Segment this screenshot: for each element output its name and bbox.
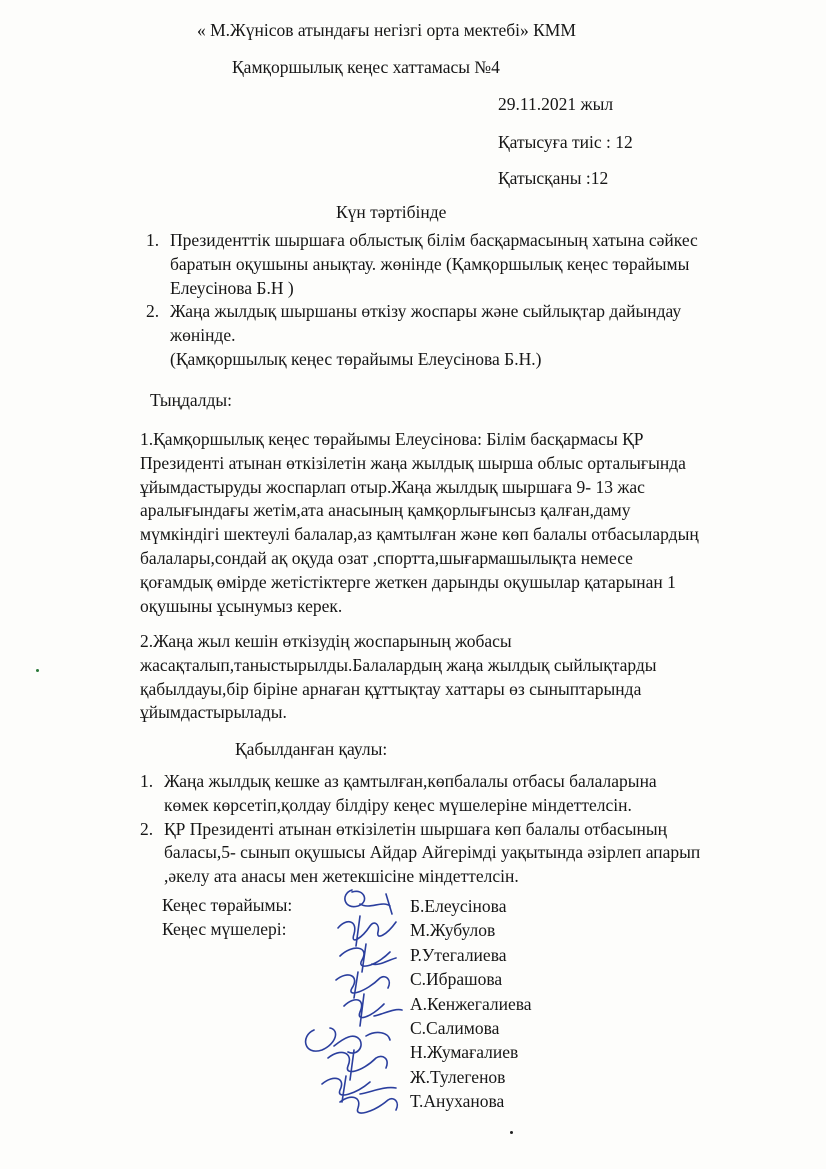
resolution-list: [140, 770, 700, 889]
stray-mark: [36, 669, 39, 672]
resolution-item-line: ,әкелу ата анасы мен жетекшісіне міндеттелсін.: [164, 866, 519, 887]
agenda-item-line: Елеусінова Б.Н ): [170, 277, 294, 298]
member-name: Б.Елеусінова: [410, 896, 507, 916]
paragraph-line: оқушыны ұсынумыз керек.: [140, 595, 343, 616]
paragraph-line: қоғамдық өмірде жетістіктерге жеткен дарынды оқушылар қатарынан 1: [140, 571, 676, 592]
signature-stroke: [336, 972, 389, 998]
member-name: С.Ибрашова: [410, 969, 503, 990]
resolution-item-number: 1.: [140, 771, 154, 791]
chair-label: Кеңес төрайымы:: [162, 895, 293, 915]
paragraph-line: жасақталып,таныстырылды.Балалардың жаңа жылдық сыйлықтарды: [140, 654, 657, 675]
agenda-item: [146, 300, 698, 371]
agenda-heading: Күн тәртібінде: [336, 202, 447, 222]
resolution-item-line: көмек көрсетіп,қолдау білдіру кеңес мүшелеріне міндеттелсін.: [164, 794, 632, 815]
member-name: С.Салимова: [410, 1018, 500, 1039]
paragraph-line: мүмкіндігі шектеулі балалар,аз қамтылған және көп балалы отбасылардың: [140, 524, 699, 545]
agenda-item-number: 2.: [146, 301, 160, 322]
member-name: Р.Утегалиева: [410, 944, 507, 965]
signature-stroke: [340, 1097, 397, 1113]
heard-paragraph-2: [140, 630, 657, 725]
agenda-item-line: Президенттік шыршаға облыстық білім басқармасының хатына сәйкес: [170, 230, 698, 250]
member-name: Н.Жумағалиев: [410, 1042, 519, 1063]
paragraph-line: 2.Жаңа жыл кешін өткізудің жоспарының жобасы: [140, 631, 512, 651]
signature-stroke: [322, 1076, 396, 1102]
resolution-item: [140, 770, 700, 818]
agenda-item-line: (Қамқоршылық кеңес төрайымы Елеусінова Б.Н.): [170, 348, 542, 369]
heard-paragraph-1: [140, 428, 699, 618]
resolution-item-line: баласы,5- сынып оқушысы Айдар Айгерімді уақытында әзірлеп апарып: [164, 842, 701, 863]
document-title: Қамқоршылық кеңес хаттамасы №4: [232, 57, 500, 77]
members-label: Кеңес мүшелері:: [162, 919, 287, 939]
agenda-item-line: жөнінде.: [170, 325, 236, 346]
paragraph-line: 1.Қамқоршылық кеңес төрайымы Елеусінова: Білім басқармасы ҚР: [140, 429, 644, 449]
paragraph-line: қабылдауы,бір біріне арнаған құттықтау хаттары өз сыныптарында: [140, 678, 642, 699]
signature-stroke: [338, 916, 396, 946]
agenda-item: [146, 229, 698, 300]
member-name: Ж.Тулегенов: [410, 1066, 506, 1087]
signature-stroke: [340, 944, 396, 972]
member-name: М.Жубулов: [410, 920, 496, 941]
paragraph-line: ұйымдастыруды жоспарлап отыр.Жаңа жылдық шыршаға 9- 13 жас: [140, 476, 645, 497]
resolution-item-number: 2.: [140, 818, 154, 839]
members-names-list: [410, 894, 570, 1114]
agenda-item-line: Жаңа жылдық шыршаны өткізу жоспары және сыйлықтар дайындау: [170, 301, 682, 322]
stray-mark: [510, 1131, 513, 1134]
heard-heading: Тыңдалды:: [150, 390, 233, 410]
member-name: А.Кенжегалиева: [410, 993, 532, 1014]
member-name: Т.Ануханова: [410, 1091, 505, 1112]
resolution-heading: Қабылданған қаулы:: [235, 739, 388, 759]
paragraph-line: Президенті атынан өткізілетін жаңа жылдық шырша облыс орталығында: [140, 452, 686, 473]
agenda-item-number: 1.: [146, 230, 160, 250]
agenda-item-line: баратын оқушыны анықтау. жөнінде (Қамқоршылық кеңес төрайымы: [170, 253, 690, 274]
signature-stroke: [306, 1028, 390, 1053]
attended-count: Қатысқаны :12: [498, 168, 609, 188]
must-attend-count: Қатысуға тиіс : 12: [498, 132, 633, 152]
resolution-item-line: ҚР Президенті атынан өткізілетін шыршаға көп балалы отбасының: [164, 818, 667, 839]
signature-stroke: [344, 994, 402, 1026]
meeting-date: 29.11.2021 жыл: [498, 94, 614, 114]
agenda-list: [146, 229, 698, 372]
paragraph-line: ұйымдастырылады.: [140, 702, 287, 723]
paragraph-line: балалары,сондай ақ оқуда озат ,спортта,шығармашылықта немесе: [140, 547, 633, 568]
organization-name: « М.Жүнісов атындағы негізгі орта мектебі» КММ: [197, 20, 576, 40]
signature-stroke: [328, 1050, 387, 1080]
paragraph-line: аралығындағы жетім,ата анасының қамқорлығынсыз қалған,даму: [140, 500, 631, 521]
signature-stroke: [345, 890, 392, 914]
resolution-item: [140, 818, 700, 889]
resolution-item-line: Жаңа жылдық кешке аз қамтылған,көпбалалы отбасы балаларына: [164, 771, 657, 791]
